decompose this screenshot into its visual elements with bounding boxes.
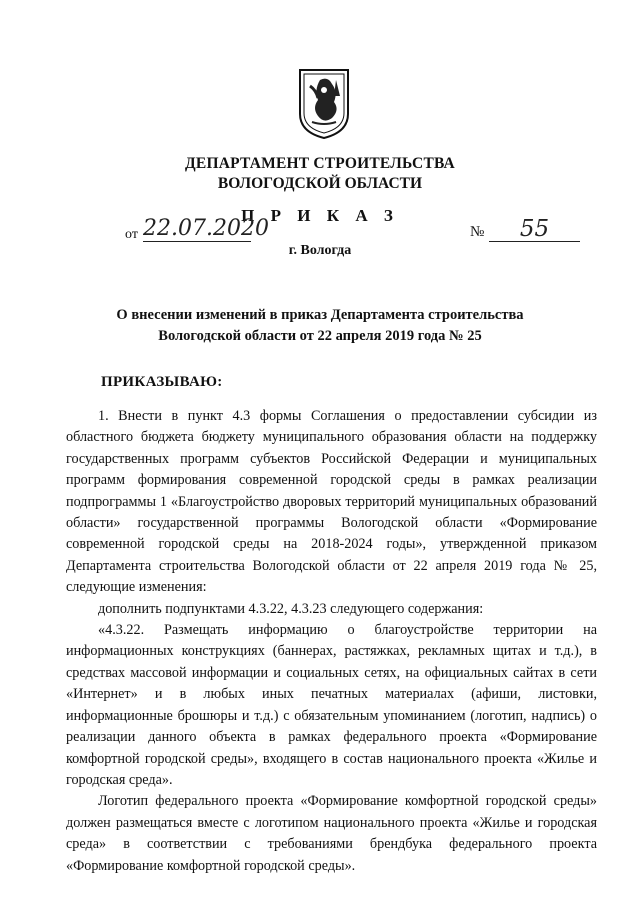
city: г. Вологда [288,243,352,258]
paragraph-4: Логотип федерального проекта «Формирование комфортной городской среды» должен размещаться вместе с логотипом национального проекта «Жилье и городская среда» в соответствии с требованиями брендбука федерального проекта «Формирование комфортной городской среды». [66,793,597,874]
title-line2: Вологодской области от 22 апреля 2019 года № 25 [158,328,482,344]
order-word: ПРИКАЗЫВАЮ: [101,374,223,390]
paragraph-3: «4.3.22. Размещать информацию о благоустройстве территории на информационных конструкциях (баннерах, растяжках, рекламных щитах и т.д.), в средствах массовой информации и социальных сетях, на официальных сайтах в сети «Интернет» и в любых иных печатных материалах (афиши, листовки, информационные брошюры и т.д.) с обязательным упоминанием (логотип, надпись) о реализации данного объекта в рамках федерального проекта «Формирование комфортной городской среды», входящего в состав национального проекта «Жилье и городская среда». [66,622,597,788]
handwritten-date: 22.07.2020 [143,216,269,241]
date-label: от [125,227,138,242]
paragraph-2: дополнить подпунктами 4.3.22, 4.3.23 следующего содержания: [98,600,484,617]
department-name-line1: ДЕПАРТАМЕНТ СТРОИТЕЛЬСТВА [185,155,455,172]
number-label: № [470,224,485,240]
coat-of-arms-emblem [298,66,350,140]
title-line1: О внесении изменений в приказ Департамента строительства [116,307,524,323]
department-name-line2: ВОЛОГОДСКОЙ ОБЛАСТИ [217,175,423,192]
paragraph-1: 1. Внести в пункт 4.3 формы Соглашения о предоставлении субсидии из областного бюджета бюджету муниципального образования области на поддержку государственных программ субъектов Российской Федерации и муниципальных программ формирования современной городской среды в рамках реализации подпрограммы 1 «Благоустройство дворовых территорий муниципальных образований области» государственной программы Вологодской области «Формирование современной городской среды на 2018-2024 годы», утвержденной приказом Департамента строительства Вологодской области от 22 апреля 2019 года № 25, следующие изменения: [66,408,597,596]
document-body [66,406,597,877]
document-title [60,305,580,347]
document-type: П Р И К А З [241,206,399,225]
handwritten-number: 55 [489,217,580,242]
